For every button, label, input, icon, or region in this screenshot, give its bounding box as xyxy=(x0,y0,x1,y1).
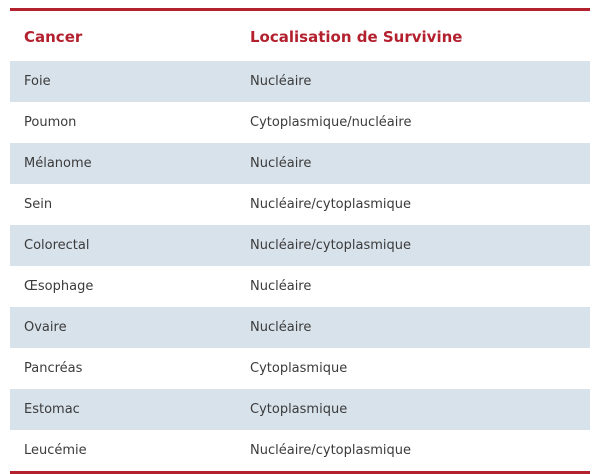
cell-cancer: Sein xyxy=(24,197,53,212)
table-row xyxy=(10,102,590,143)
table-row xyxy=(10,348,590,389)
cell-localisation: Cytoplasmique xyxy=(250,361,348,376)
cell-cancer: Colorectal xyxy=(24,238,90,253)
cell-cancer: Ovaire xyxy=(24,320,67,335)
cell-localisation: Nucléaire/cytoplasmique xyxy=(250,443,411,458)
table-header-row xyxy=(10,11,590,61)
table-row xyxy=(10,307,590,348)
table-row xyxy=(10,184,590,225)
cell-localisation: Nucléaire xyxy=(250,74,312,89)
cell-cancer: Foie xyxy=(24,74,51,89)
table-row xyxy=(10,266,590,307)
cell-cancer: Œsophage xyxy=(24,279,94,294)
cell-cancer: Poumon xyxy=(24,115,77,130)
cell-cancer: Pancréas xyxy=(24,361,83,376)
cell-localisation: Nucléaire xyxy=(250,156,312,171)
table-row xyxy=(10,389,590,430)
table-row xyxy=(10,430,590,471)
cell-localisation: Nucléaire xyxy=(250,320,312,335)
cell-localisation: Nucléaire/cytoplasmique xyxy=(250,197,411,212)
table-row xyxy=(10,225,590,266)
cell-localisation: Nucléaire xyxy=(250,279,312,294)
cell-localisation: Cytoplasmique/nucléaire xyxy=(250,115,412,130)
cell-localisation: Nucléaire/cytoplasmique xyxy=(250,238,411,253)
header-localisation: Localisation de Survivine xyxy=(250,27,463,46)
header-cancer: Cancer xyxy=(24,27,83,46)
table-row xyxy=(10,143,590,184)
cell-localisation: Cytoplasmique xyxy=(250,402,348,417)
survivin-table xyxy=(10,8,590,474)
cell-cancer: Leucémie xyxy=(24,443,87,458)
cell-cancer: Estomac xyxy=(24,402,80,417)
table-row xyxy=(10,61,590,102)
cell-cancer: Mélanome xyxy=(24,156,92,171)
